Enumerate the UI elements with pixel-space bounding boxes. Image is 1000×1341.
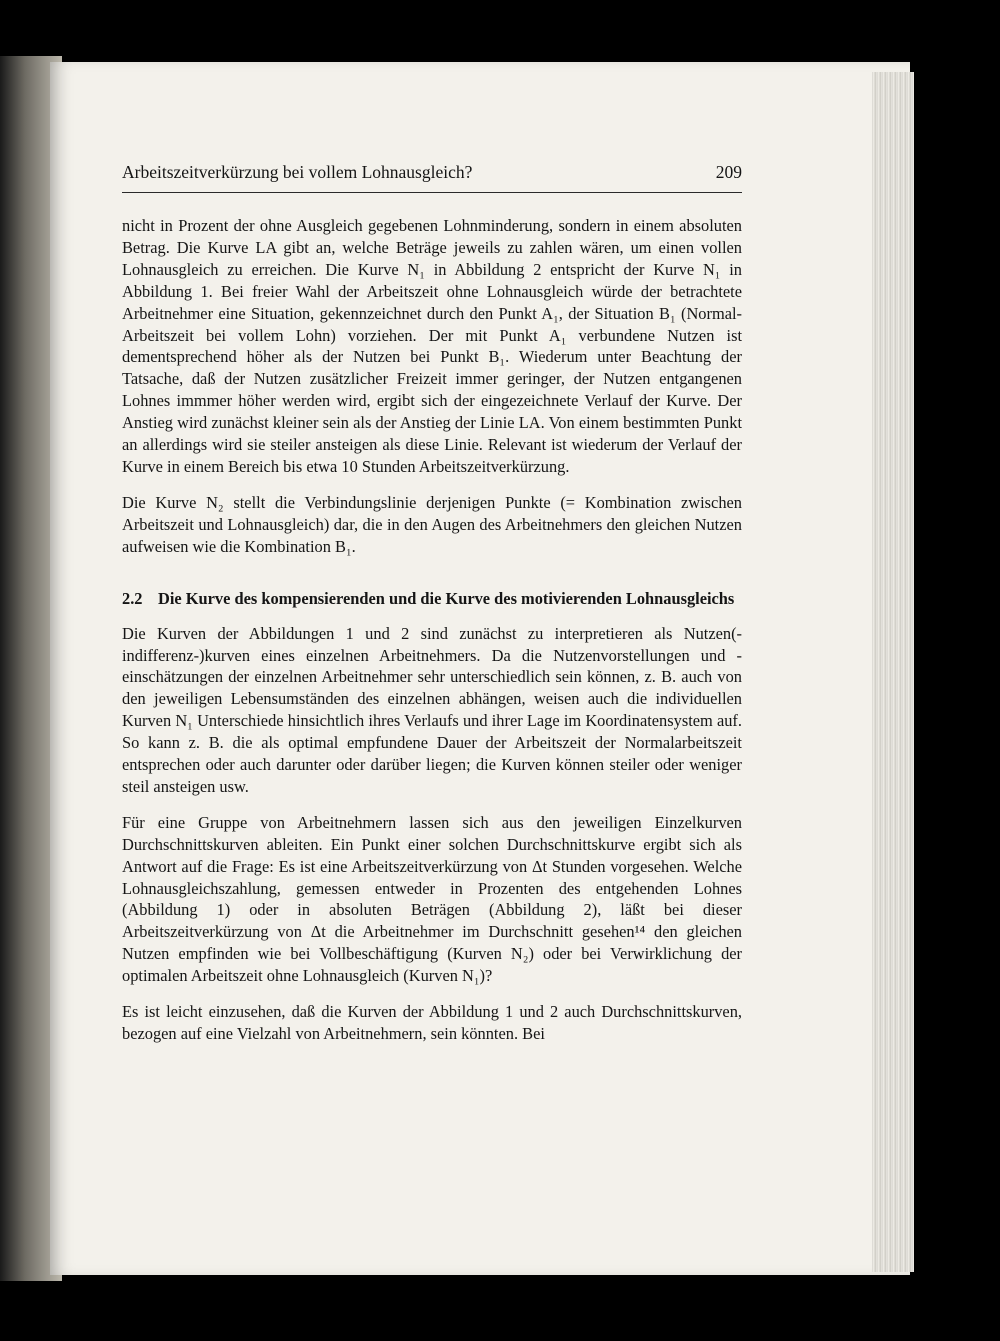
paragraph: Die Kurven der Abbildungen 1 und 2 sind zunächst zu interpretieren als Nutzen(-indifferenz-)kurven eines einzelnen Arbeitnehmers. Da die Nutzenvorstellungen und -einschätzungen der einzelnen Arbeitnehmer sehr unterschiedlich sein können, z. B. auch von den jeweiligen Lebensumständen des einzelnen abhängen, weisen auch die individuellen Kurven N₁ Unterschiede hinsichtlich ihres Verlaufs und ihrer Lage im Koordinatensystem auf. So kann z. B. die als optimal empfundene Dauer der Arbeitszeit der Normalarbeitszeit entsprechen oder auch darunter oder darüber liegen; die Kurven können steiler oder weniger steil ansteigen usw. bbox=[122, 623, 742, 796]
paragraph: Für eine Gruppe von Arbeitnehmern lassen sich aus den jeweiligen Einzelkurven Durchschnittskurven ableiten. Ein Punkt einer solchen Durchschnittskurve ergibt sich als Antwort auf die Frage: Es ist eine Arbeitszeitverkürzung von Δt Stunden vorgesehen. Welche Lohnausgleichszahlung, gemessen entweder in Prozenten des entgehenden Lohnes (Abbildung 1) oder in absoluten Beträgen (Abbildung 2), läßt bei dieser Arbeitszeitverkürzung von Δt die Arbeitnehmer im Durchschnitt gesehen¹⁴ den gleichen Nutzen empfinden wie bei Vollbeschäftigung (Kurven N₂) oder bei Verwirklichung der optimalen Arbeitszeit ohne Lohnausgleich (Kurven N₁)? bbox=[122, 812, 742, 986]
running-head-title: Arbeitszeitverkürzung bei vollem Lohnausgleich? bbox=[122, 162, 473, 182]
section-title: Die Kurve des kompensierenden und die Kurve des motivierenden Lohnausgleichs bbox=[158, 588, 735, 608]
page-content bbox=[122, 158, 742, 1059]
section-heading bbox=[122, 588, 742, 609]
page-number: 209 bbox=[715, 162, 742, 182]
paragraph: Es ist leicht einzusehen, daß die Kurven der Abbildung 1 und 2 auch Durchschnittskurven, bezogen auf eine Vielzahl von Arbeitnehmern, sein könnten. Bei bbox=[122, 1002, 742, 1043]
paragraph: nicht in Prozent der ohne Ausgleich gegebenen Lohnminderung, sondern in einem absoluten Betrag. Die Kurve LA gibt an, welche Beträge jeweils zu zahlen wären, um einen vollen Lohnausgleich zu erreichen. Die Kurve N₁ in Abbildung 2 entspricht der Kurve N₁ in Abbildung 1. Bei freier Wahl der Arbeitszeit ohne Lohnausgleich würde der betrachtete Arbeitnehmer eine Situation, gekennzeichnet durch den Punkt A₁, der Situation B₁ (Normal-Arbeitszeit bei vollem Lohn) vorziehen. Der mit Punkt A₁ verbundene Nutzen ist dementsprechend höher als der Nutzen bei Punkt B₁. Wiederum unter Beachtung der Tatsache, daß der Nutzen zusätzlicher Freizeit immer geringer, der Nutzen entgangenen Lohnes immmer höher werden wird, ergibt sich der eingezeichnete Verlauf der Kurve. Der Anstieg wird zunächst kleiner sein als der Anstieg der Linie LA. Von einem bestimmten Punkt an allerdings wird sie steiler ansteigen als diese Linie. Relevant ist wiederum der Verlauf der Kurve in einem Bereich bis etwa 10 Stunden Arbeitszeitverkürzung. bbox=[122, 216, 742, 476]
paragraph: Die Kurve N₂ stellt die Verbindungslinie derjenigen Punkte (= Kombination zwischen Arbeitszeit und Lohnausgleich) dar, die in den Augen des Arbeitnehmers den gleichen Nutzen aufweisen wie die Kombination B₁. bbox=[122, 492, 742, 556]
page-edges bbox=[872, 72, 914, 1272]
running-head bbox=[122, 158, 742, 193]
section-number: 2.2 bbox=[122, 588, 143, 608]
